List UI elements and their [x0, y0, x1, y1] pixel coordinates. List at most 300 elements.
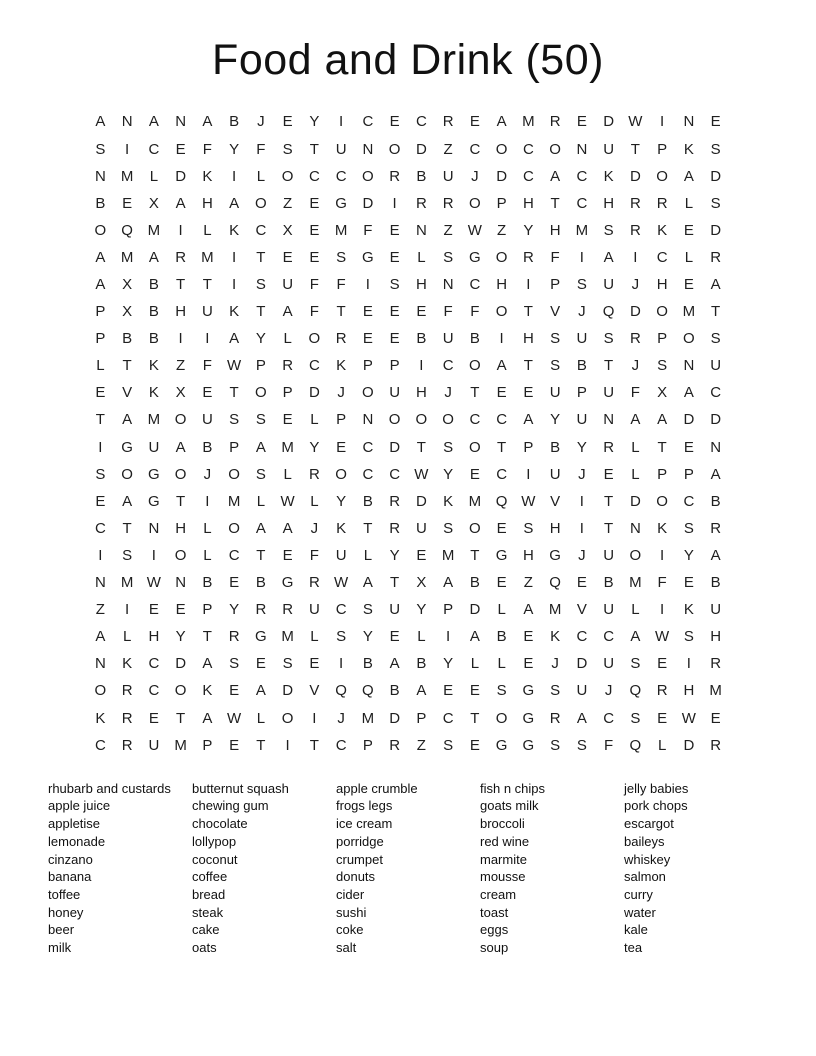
- grid-row: [87, 163, 729, 190]
- grid-cell: K: [683, 601, 694, 619]
- grid-cell: S: [255, 276, 266, 293]
- grid-cell: P: [657, 140, 668, 158]
- grid-cell: E: [95, 492, 106, 510]
- grid-cell: E: [95, 384, 106, 402]
- grid-cell: R: [335, 330, 347, 348]
- grid-cell: R: [121, 682, 133, 700]
- grid-cell: C: [148, 140, 160, 158]
- grid-cell: S: [576, 276, 587, 293]
- grid-cell: C: [228, 546, 240, 564]
- grid-cell: O: [388, 411, 401, 429]
- grid-cell: A: [122, 492, 133, 510]
- grid-cell: D: [629, 303, 641, 321]
- grid-cell: O: [308, 330, 321, 348]
- grid-cell: I: [686, 655, 691, 673]
- grid-cell: A: [576, 709, 587, 727]
- grid-cell: E: [282, 248, 293, 266]
- grid-cell: M: [709, 682, 722, 700]
- grid-cell: S: [603, 330, 614, 348]
- grid-cell: K: [683, 140, 694, 158]
- grid-cell: O: [683, 330, 695, 348]
- grid-row: [87, 596, 729, 623]
- grid-cell: O: [228, 519, 240, 537]
- grid-cell: H: [201, 194, 213, 212]
- grid-row: [87, 108, 729, 135]
- grid-row: [87, 325, 729, 352]
- grid-cell: I: [660, 546, 665, 564]
- grid-cell: W: [681, 709, 696, 727]
- grid-cell: F: [657, 574, 667, 592]
- grid-cell: Y: [576, 438, 587, 456]
- grid-cell: H: [148, 628, 160, 646]
- word-item: chocolate: [192, 816, 248, 832]
- grid-cell: U: [576, 411, 588, 429]
- grid-cell: K: [229, 221, 240, 239]
- grid-cell: M: [227, 492, 241, 510]
- grid-cell: T: [630, 140, 640, 158]
- grid-cell: X: [416, 574, 427, 592]
- word-list-column: [48, 780, 192, 957]
- grid-cell: O: [469, 194, 481, 212]
- grid-cell: C: [442, 709, 454, 727]
- grid-cell: X: [122, 303, 133, 321]
- grid-cell: P: [683, 465, 694, 483]
- grid-cell: U: [576, 682, 588, 700]
- grid-cell: M: [361, 709, 375, 727]
- word-item: mousse: [480, 869, 526, 885]
- grid-cell: X: [122, 276, 133, 293]
- word-item: broccoli: [480, 816, 525, 832]
- grid-cell: F: [550, 248, 560, 266]
- grid-cell: C: [255, 221, 267, 239]
- grid-cell: L: [684, 248, 694, 266]
- grid-cell: I: [205, 492, 210, 510]
- grid-cell: R: [308, 574, 320, 592]
- grid-cell: R: [656, 682, 668, 700]
- grid-row: [87, 650, 729, 677]
- grid-cell: L: [497, 601, 506, 619]
- grid-cell: F: [309, 303, 319, 321]
- grid-cell: E: [309, 221, 320, 239]
- word-item: jelly babies: [624, 780, 689, 796]
- word-item: rhubarb and custards: [48, 780, 171, 796]
- grid-cell: K: [336, 357, 347, 375]
- grid-cell: L: [122, 628, 132, 646]
- grid-cell: A: [710, 465, 721, 483]
- grid-cell: Y: [443, 465, 454, 483]
- grid-cell: D: [683, 736, 695, 754]
- grid-cell: H: [522, 330, 534, 348]
- grid-cell: F: [202, 140, 212, 158]
- grid-cell: H: [656, 276, 668, 293]
- grid-cell: A: [95, 248, 106, 266]
- grid-cell: I: [660, 113, 665, 131]
- grid-cell: T: [550, 194, 560, 212]
- word-item: water: [624, 904, 656, 920]
- grid-cell: G: [522, 682, 535, 700]
- grid-cell: H: [522, 194, 534, 212]
- grid-cell: G: [362, 248, 374, 266]
- grid-cell: B: [148, 276, 159, 293]
- grid-cell: C: [603, 628, 615, 646]
- grid-cell: A: [255, 519, 266, 537]
- grid-cell: T: [256, 248, 266, 266]
- grid-cell: I: [579, 492, 584, 510]
- grid-cell: A: [148, 113, 159, 131]
- grid-cell: B: [362, 655, 373, 673]
- grid-cell: R: [389, 736, 401, 754]
- grid-cell: H: [683, 682, 695, 700]
- grid-cell: P: [95, 303, 106, 321]
- grid-cell: G: [281, 574, 294, 592]
- grid-cell: A: [683, 384, 694, 402]
- grid-cell: O: [362, 167, 374, 185]
- grid-cell: F: [470, 303, 480, 321]
- grid-cell: C: [576, 194, 588, 212]
- grid-cell: O: [335, 465, 347, 483]
- grid-cell: C: [683, 492, 695, 510]
- grid-cell: I: [151, 546, 156, 564]
- word-item: soup: [480, 940, 509, 956]
- grid-cell: O: [495, 709, 508, 727]
- grid-cell: P: [657, 330, 668, 348]
- grid-cell: O: [174, 465, 187, 483]
- grid-cell: S: [550, 330, 561, 348]
- grid-cell: T: [497, 438, 507, 456]
- grid-cell: L: [470, 655, 480, 673]
- grid-cell: C: [576, 167, 588, 185]
- grid-cell: H: [175, 303, 187, 321]
- grid-cell: A: [523, 601, 534, 619]
- grid-cell: H: [415, 276, 427, 293]
- grid-cell: L: [203, 221, 212, 239]
- grid-cell: Z: [523, 574, 533, 592]
- grid-cell: T: [176, 492, 186, 510]
- grid-cell: Z: [176, 357, 186, 375]
- grid-cell: B: [95, 194, 106, 212]
- grid-cell: Y: [229, 140, 240, 158]
- grid-cell: E: [229, 682, 240, 700]
- grid-cell: H: [175, 519, 187, 537]
- grid-cell: T: [309, 736, 319, 754]
- word-item: apple juice: [48, 798, 111, 814]
- grid-cell: A: [550, 167, 561, 185]
- grid-cell: R: [255, 601, 267, 619]
- grid-cell: R: [710, 248, 722, 266]
- grid-cell: I: [660, 601, 665, 619]
- grid-cell: L: [310, 628, 319, 646]
- grid-row: [87, 352, 729, 379]
- grid-cell: E: [175, 601, 186, 619]
- grid-cell: U: [603, 276, 615, 293]
- grid-cell: N: [576, 140, 588, 158]
- grid-cell: I: [178, 330, 183, 348]
- grid-cell: I: [98, 438, 103, 456]
- word-item: eggs: [480, 922, 509, 938]
- grid-cell: O: [469, 519, 481, 537]
- grid-cell: S: [362, 601, 373, 619]
- grid-cell: S: [603, 221, 614, 239]
- grid-cell: C: [469, 140, 481, 158]
- grid-cell: D: [683, 411, 695, 429]
- grid-cell: U: [389, 601, 401, 619]
- grid-cell: E: [496, 384, 507, 402]
- word-list: [48, 780, 816, 957]
- grid-cell: L: [203, 546, 212, 564]
- grid-cell: C: [94, 736, 106, 754]
- grid-cell: E: [389, 248, 400, 266]
- grid-cell: Z: [497, 221, 507, 239]
- grid-cell: S: [683, 519, 694, 537]
- grid-cell: P: [576, 384, 587, 402]
- word-item: butternut squash: [192, 780, 289, 796]
- word-item: appletise: [48, 816, 101, 832]
- grid-cell: Q: [495, 492, 508, 510]
- grid-cell: P: [362, 357, 373, 375]
- word-item: coke: [336, 922, 364, 938]
- grid-cell: N: [148, 519, 160, 537]
- grid-cell: L: [283, 465, 292, 483]
- grid-cell: S: [229, 655, 240, 673]
- grid-cell: P: [657, 465, 668, 483]
- grid-cell: T: [470, 709, 480, 727]
- grid-cell: T: [122, 519, 132, 537]
- grid-cell: E: [175, 140, 186, 158]
- grid-cell: G: [121, 438, 133, 456]
- grid-cell: J: [551, 655, 559, 673]
- grid-cell: O: [388, 140, 401, 158]
- grid-cell: M: [522, 113, 535, 131]
- grid-row: [87, 569, 729, 596]
- grid-cell: I: [499, 330, 504, 348]
- grid-cell: S: [710, 140, 721, 158]
- grid-cell: M: [120, 574, 134, 592]
- grid-cell: U: [442, 167, 454, 185]
- word-item: toffee: [48, 886, 81, 902]
- word-item: banana: [48, 869, 92, 885]
- grid-cell: E: [469, 682, 480, 700]
- grid-cell: E: [657, 709, 668, 727]
- grid-cell: S: [630, 709, 641, 727]
- grid-cell: S: [389, 276, 400, 293]
- word-item: cider: [336, 886, 365, 902]
- grid-cell: D: [710, 221, 722, 239]
- grid-cell: R: [308, 465, 320, 483]
- grid-cell: F: [363, 221, 373, 239]
- grid-cell: P: [336, 411, 347, 429]
- grid-cell: E: [710, 113, 721, 131]
- grid-cell: E: [255, 655, 266, 673]
- word-item: tea: [624, 940, 643, 956]
- grid-cell: R: [282, 601, 294, 619]
- word-item: kale: [624, 922, 648, 938]
- grid-cell: C: [656, 248, 668, 266]
- grid-cell: U: [415, 519, 427, 537]
- grid-cell: R: [603, 438, 615, 456]
- grid-cell: M: [281, 438, 294, 456]
- grid-cell: N: [362, 140, 374, 158]
- grid-cell: G: [148, 492, 160, 510]
- grid-cell: L: [149, 167, 159, 185]
- grid-cell: I: [446, 628, 451, 646]
- grid-cell: N: [94, 574, 106, 592]
- grid-cell: T: [604, 357, 614, 375]
- grid-cell: R: [629, 330, 641, 348]
- grid-cell: D: [362, 194, 374, 212]
- grid-cell: Y: [229, 601, 240, 619]
- grid-cell: F: [443, 303, 453, 321]
- grid-cell: P: [496, 194, 507, 212]
- grid-cell: L: [310, 411, 319, 429]
- grid-cell: W: [521, 492, 536, 510]
- grid-cell: K: [122, 655, 133, 673]
- grid-cell: B: [255, 574, 266, 592]
- grid-cell: O: [629, 546, 642, 564]
- grid-cell: Y: [683, 546, 694, 564]
- grid-cell: U: [442, 330, 454, 348]
- grid-cell: M: [441, 546, 455, 564]
- grid-cell: N: [629, 519, 641, 537]
- grid-cell: S: [710, 330, 721, 348]
- grid-cell: I: [125, 601, 130, 619]
- grid-cell: T: [202, 628, 212, 646]
- word-item: escargot: [624, 816, 674, 832]
- grid-cell: E: [202, 384, 213, 402]
- grid-row: [87, 542, 729, 569]
- grid-cell: S: [683, 628, 694, 646]
- grid-cell: U: [282, 276, 294, 293]
- grid-cell: P: [443, 601, 454, 619]
- grid-cell: E: [496, 574, 507, 592]
- word-item: bread: [192, 886, 226, 902]
- grid-cell: Z: [416, 736, 426, 754]
- grid-cell: C: [362, 438, 374, 456]
- grid-cell: G: [495, 546, 508, 564]
- word-item: oats: [192, 940, 217, 956]
- grid-row: [87, 434, 729, 461]
- grid-cell: G: [495, 736, 508, 754]
- grid-cell: Q: [362, 682, 374, 700]
- grid-cell: R: [389, 519, 401, 537]
- grid-cell: M: [174, 736, 187, 754]
- grid-cell: X: [148, 194, 159, 212]
- grid-cell: T: [256, 303, 266, 321]
- word-list-column: [624, 780, 768, 957]
- grid-cell: B: [710, 492, 721, 510]
- grid-cell: E: [389, 330, 400, 348]
- grid-cell: A: [469, 628, 480, 646]
- grid-cell: R: [710, 519, 722, 537]
- grid-cell: C: [308, 357, 320, 375]
- grid-cell: A: [202, 113, 213, 131]
- grid-cell: C: [710, 384, 722, 402]
- grid-cell: K: [229, 303, 240, 321]
- grid-cell: C: [148, 682, 160, 700]
- grid-cell: V: [122, 384, 133, 402]
- grid-cell: Y: [443, 655, 454, 673]
- grid-cell: C: [389, 465, 401, 483]
- word-item: crumpet: [336, 851, 383, 867]
- grid-cell: R: [389, 492, 401, 510]
- grid-cell: O: [442, 411, 454, 429]
- word-item: milk: [48, 940, 72, 956]
- grid-cell: P: [550, 276, 561, 293]
- grid-cell: A: [229, 194, 240, 212]
- grid-cell: E: [657, 655, 668, 673]
- grid-cell: N: [362, 411, 374, 429]
- grid-cell: W: [467, 221, 482, 239]
- grid-cell: B: [576, 357, 587, 375]
- grid-cell: R: [549, 113, 561, 131]
- word-item: salmon: [624, 869, 666, 885]
- grid-cell: C: [469, 276, 481, 293]
- grid-cell: V: [550, 492, 561, 510]
- grid-cell: U: [603, 601, 615, 619]
- grid-row: [87, 461, 729, 488]
- grid-cell: E: [443, 682, 454, 700]
- grid-cell: T: [336, 303, 346, 321]
- grid-cell: N: [683, 113, 695, 131]
- grid-cell: I: [232, 276, 237, 293]
- grid-cell: W: [655, 628, 670, 646]
- grid-cell: R: [710, 736, 722, 754]
- grid-cell: U: [201, 411, 213, 429]
- grid-cell: E: [389, 628, 400, 646]
- grid-cell: C: [603, 709, 615, 727]
- grid-cell: A: [148, 248, 159, 266]
- word-item: lemonade: [48, 833, 106, 849]
- grid-row: [87, 732, 729, 759]
- grid-cell: T: [604, 519, 614, 537]
- grid-cell: E: [416, 303, 427, 321]
- grid-cell: T: [176, 276, 186, 293]
- grid-cell: R: [442, 194, 454, 212]
- grid-cell: D: [629, 492, 641, 510]
- grid-cell: E: [576, 574, 587, 592]
- grid-cell: P: [282, 384, 293, 402]
- grid-cell: B: [122, 330, 133, 348]
- grid-cell: D: [576, 655, 588, 673]
- grid-cell: M: [334, 221, 348, 239]
- grid-cell: D: [710, 167, 722, 185]
- grid-cell: N: [683, 357, 695, 375]
- grid-cell: W: [227, 709, 242, 727]
- grid-cell: D: [175, 167, 187, 185]
- grid-cell: R: [656, 194, 668, 212]
- grid-cell: U: [148, 736, 160, 754]
- grid-cell: K: [202, 682, 213, 700]
- grid-cell: I: [579, 248, 584, 266]
- grid-cell: I: [125, 140, 130, 158]
- grid-cell: B: [148, 330, 159, 348]
- grid-cell: O: [469, 357, 481, 375]
- grid-cell: L: [283, 330, 292, 348]
- grid-cell: O: [495, 248, 508, 266]
- word-item: goats milk: [480, 798, 539, 814]
- grid-cell: U: [335, 140, 347, 158]
- word-item: frogs legs: [336, 798, 393, 814]
- grid-cell: Y: [389, 546, 400, 564]
- grid-cell: T: [523, 357, 533, 375]
- grid-cell: M: [575, 221, 589, 239]
- grid-cell: L: [631, 438, 640, 456]
- grid-cell: P: [202, 601, 213, 619]
- grid-cell: A: [496, 357, 507, 375]
- word-item: porridge: [336, 833, 384, 849]
- grid-cell: T: [363, 519, 373, 537]
- grid-cell: A: [95, 628, 106, 646]
- grid-cell: E: [282, 546, 293, 564]
